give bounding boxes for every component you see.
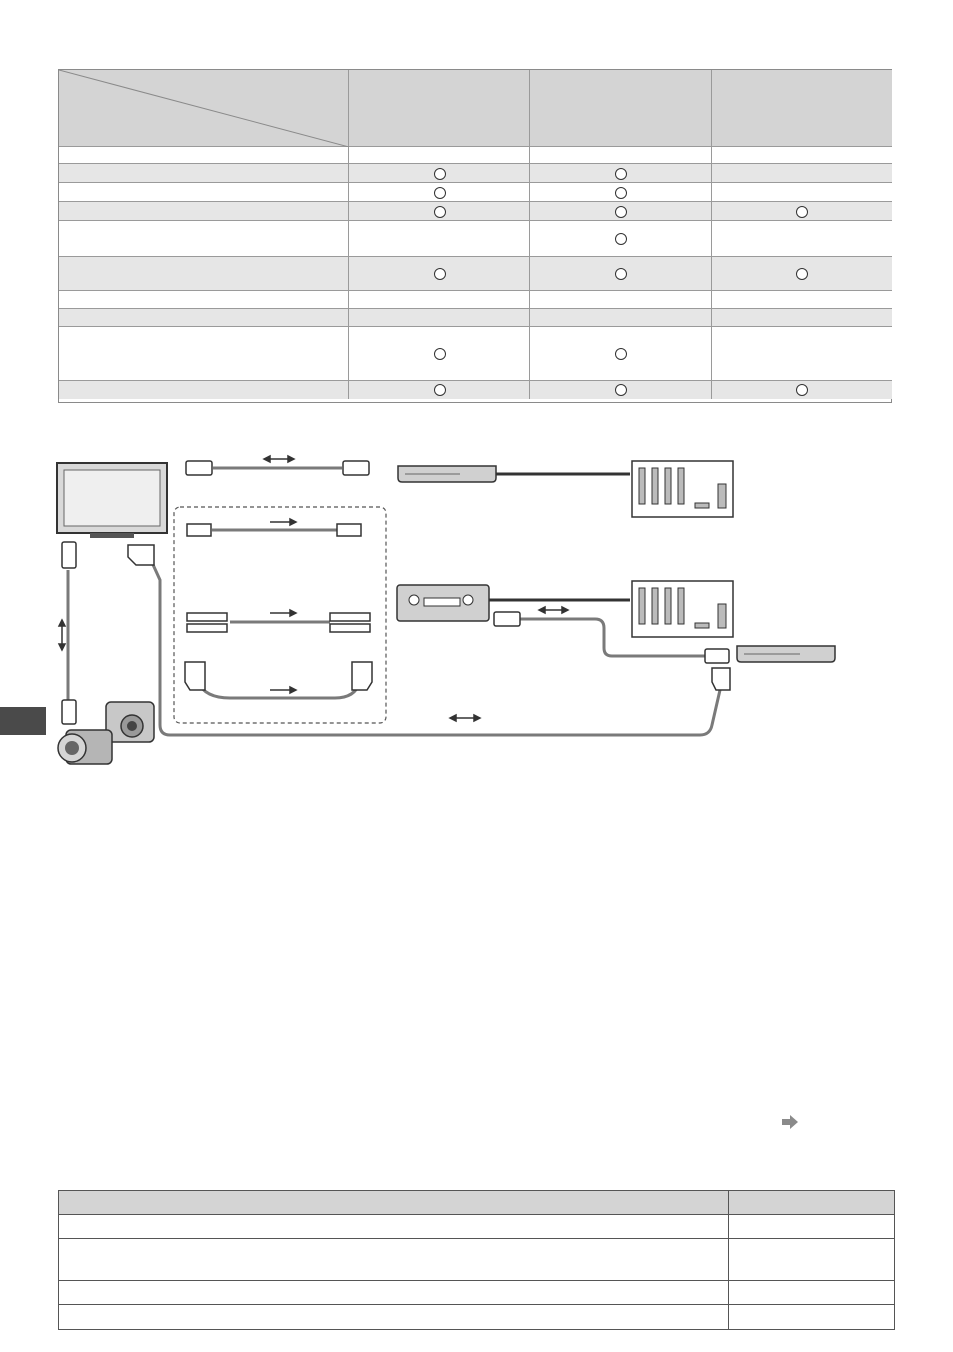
table-cell — [530, 164, 712, 183]
dvd-player-icon — [398, 466, 496, 482]
compatible-mark-icon — [434, 187, 446, 199]
scart-cable — [185, 662, 372, 698]
table-cell — [530, 381, 712, 399]
table-row-label — [59, 147, 349, 164]
compatible-mark-icon — [615, 233, 627, 245]
av-amplifier-icon — [397, 585, 489, 621]
arrow-right-icon — [780, 1114, 800, 1130]
direction-arrow-icon — [270, 519, 296, 693]
table-row-label — [59, 221, 349, 257]
table-header-col-3 — [712, 70, 892, 147]
compatible-mark-icon — [796, 384, 808, 396]
table-cell — [712, 291, 892, 309]
compatible-mark-icon — [615, 348, 627, 360]
table-cell — [349, 164, 530, 183]
table-row-label — [59, 202, 349, 221]
compatibility-table — [58, 69, 892, 403]
compatible-mark-icon — [615, 268, 627, 280]
tv-icon — [57, 463, 167, 538]
reference-table-cell — [59, 1305, 729, 1329]
compatible-mark-icon — [796, 206, 808, 218]
camera-icon — [106, 702, 154, 742]
reference-table-cell — [729, 1281, 894, 1305]
reference-table-cell — [729, 1305, 894, 1329]
connection-diagram — [0, 440, 953, 780]
camcorder-icon — [58, 730, 112, 764]
table-cell — [349, 183, 530, 202]
rca-cable — [187, 613, 370, 632]
compatible-mark-icon — [615, 168, 627, 180]
table-cell — [349, 147, 530, 164]
table-header-col-1 — [349, 70, 530, 147]
optical-cable — [187, 524, 361, 536]
compatible-mark-icon — [434, 168, 446, 180]
table-row-label — [59, 309, 349, 327]
compatible-mark-icon — [434, 268, 446, 280]
speaker-system-icon — [632, 581, 733, 637]
table-cell — [530, 202, 712, 221]
table-row-label — [59, 164, 349, 183]
compatible-mark-icon — [434, 348, 446, 360]
table-cell — [712, 183, 892, 202]
compatible-mark-icon — [434, 206, 446, 218]
table-cell — [530, 221, 712, 257]
compatible-mark-icon — [796, 268, 808, 280]
table-row-label — [59, 381, 349, 399]
table-cell — [712, 381, 892, 399]
diagonal-divider — [59, 70, 349, 147]
table-row-label — [59, 257, 349, 291]
table-cell — [349, 381, 530, 399]
table-cell — [349, 309, 530, 327]
table-header-col-2 — [530, 70, 712, 147]
table-cell — [712, 327, 892, 381]
reference-table-cell — [729, 1239, 894, 1281]
compatible-mark-icon — [434, 384, 446, 396]
table-cell — [712, 147, 892, 164]
table-row-label — [59, 291, 349, 309]
table-cell — [712, 221, 892, 257]
scart-cable-long — [128, 545, 730, 735]
table-cell — [530, 257, 712, 291]
reference-table-cell — [59, 1239, 729, 1281]
table-cell — [712, 309, 892, 327]
table-cell — [349, 202, 530, 221]
table-cell — [530, 147, 712, 164]
table-cell — [349, 327, 530, 381]
table-cell — [530, 327, 712, 381]
speaker-system-icon — [632, 461, 733, 517]
table-cell — [530, 309, 712, 327]
reference-header-col-2 — [729, 1191, 894, 1215]
reference-table-cell — [59, 1215, 729, 1239]
table-cell — [349, 221, 530, 257]
table-cell — [712, 202, 892, 221]
table-cell — [712, 257, 892, 291]
table-cell — [530, 291, 712, 309]
table-cell — [712, 164, 892, 183]
compatible-mark-icon — [615, 187, 627, 199]
reference-header-col-1 — [59, 1191, 729, 1215]
reference-table-cell — [729, 1215, 894, 1239]
table-row-label — [59, 327, 349, 381]
reference-table — [58, 1190, 895, 1330]
table-row-label — [59, 183, 349, 202]
table-cell — [349, 291, 530, 309]
compatible-mark-icon — [615, 384, 627, 396]
table-header-corner — [59, 70, 349, 147]
table-cell — [349, 257, 530, 291]
recorder-icon — [737, 646, 835, 662]
compatible-mark-icon — [615, 206, 627, 218]
reference-table-cell — [59, 1281, 729, 1305]
table-cell — [530, 183, 712, 202]
